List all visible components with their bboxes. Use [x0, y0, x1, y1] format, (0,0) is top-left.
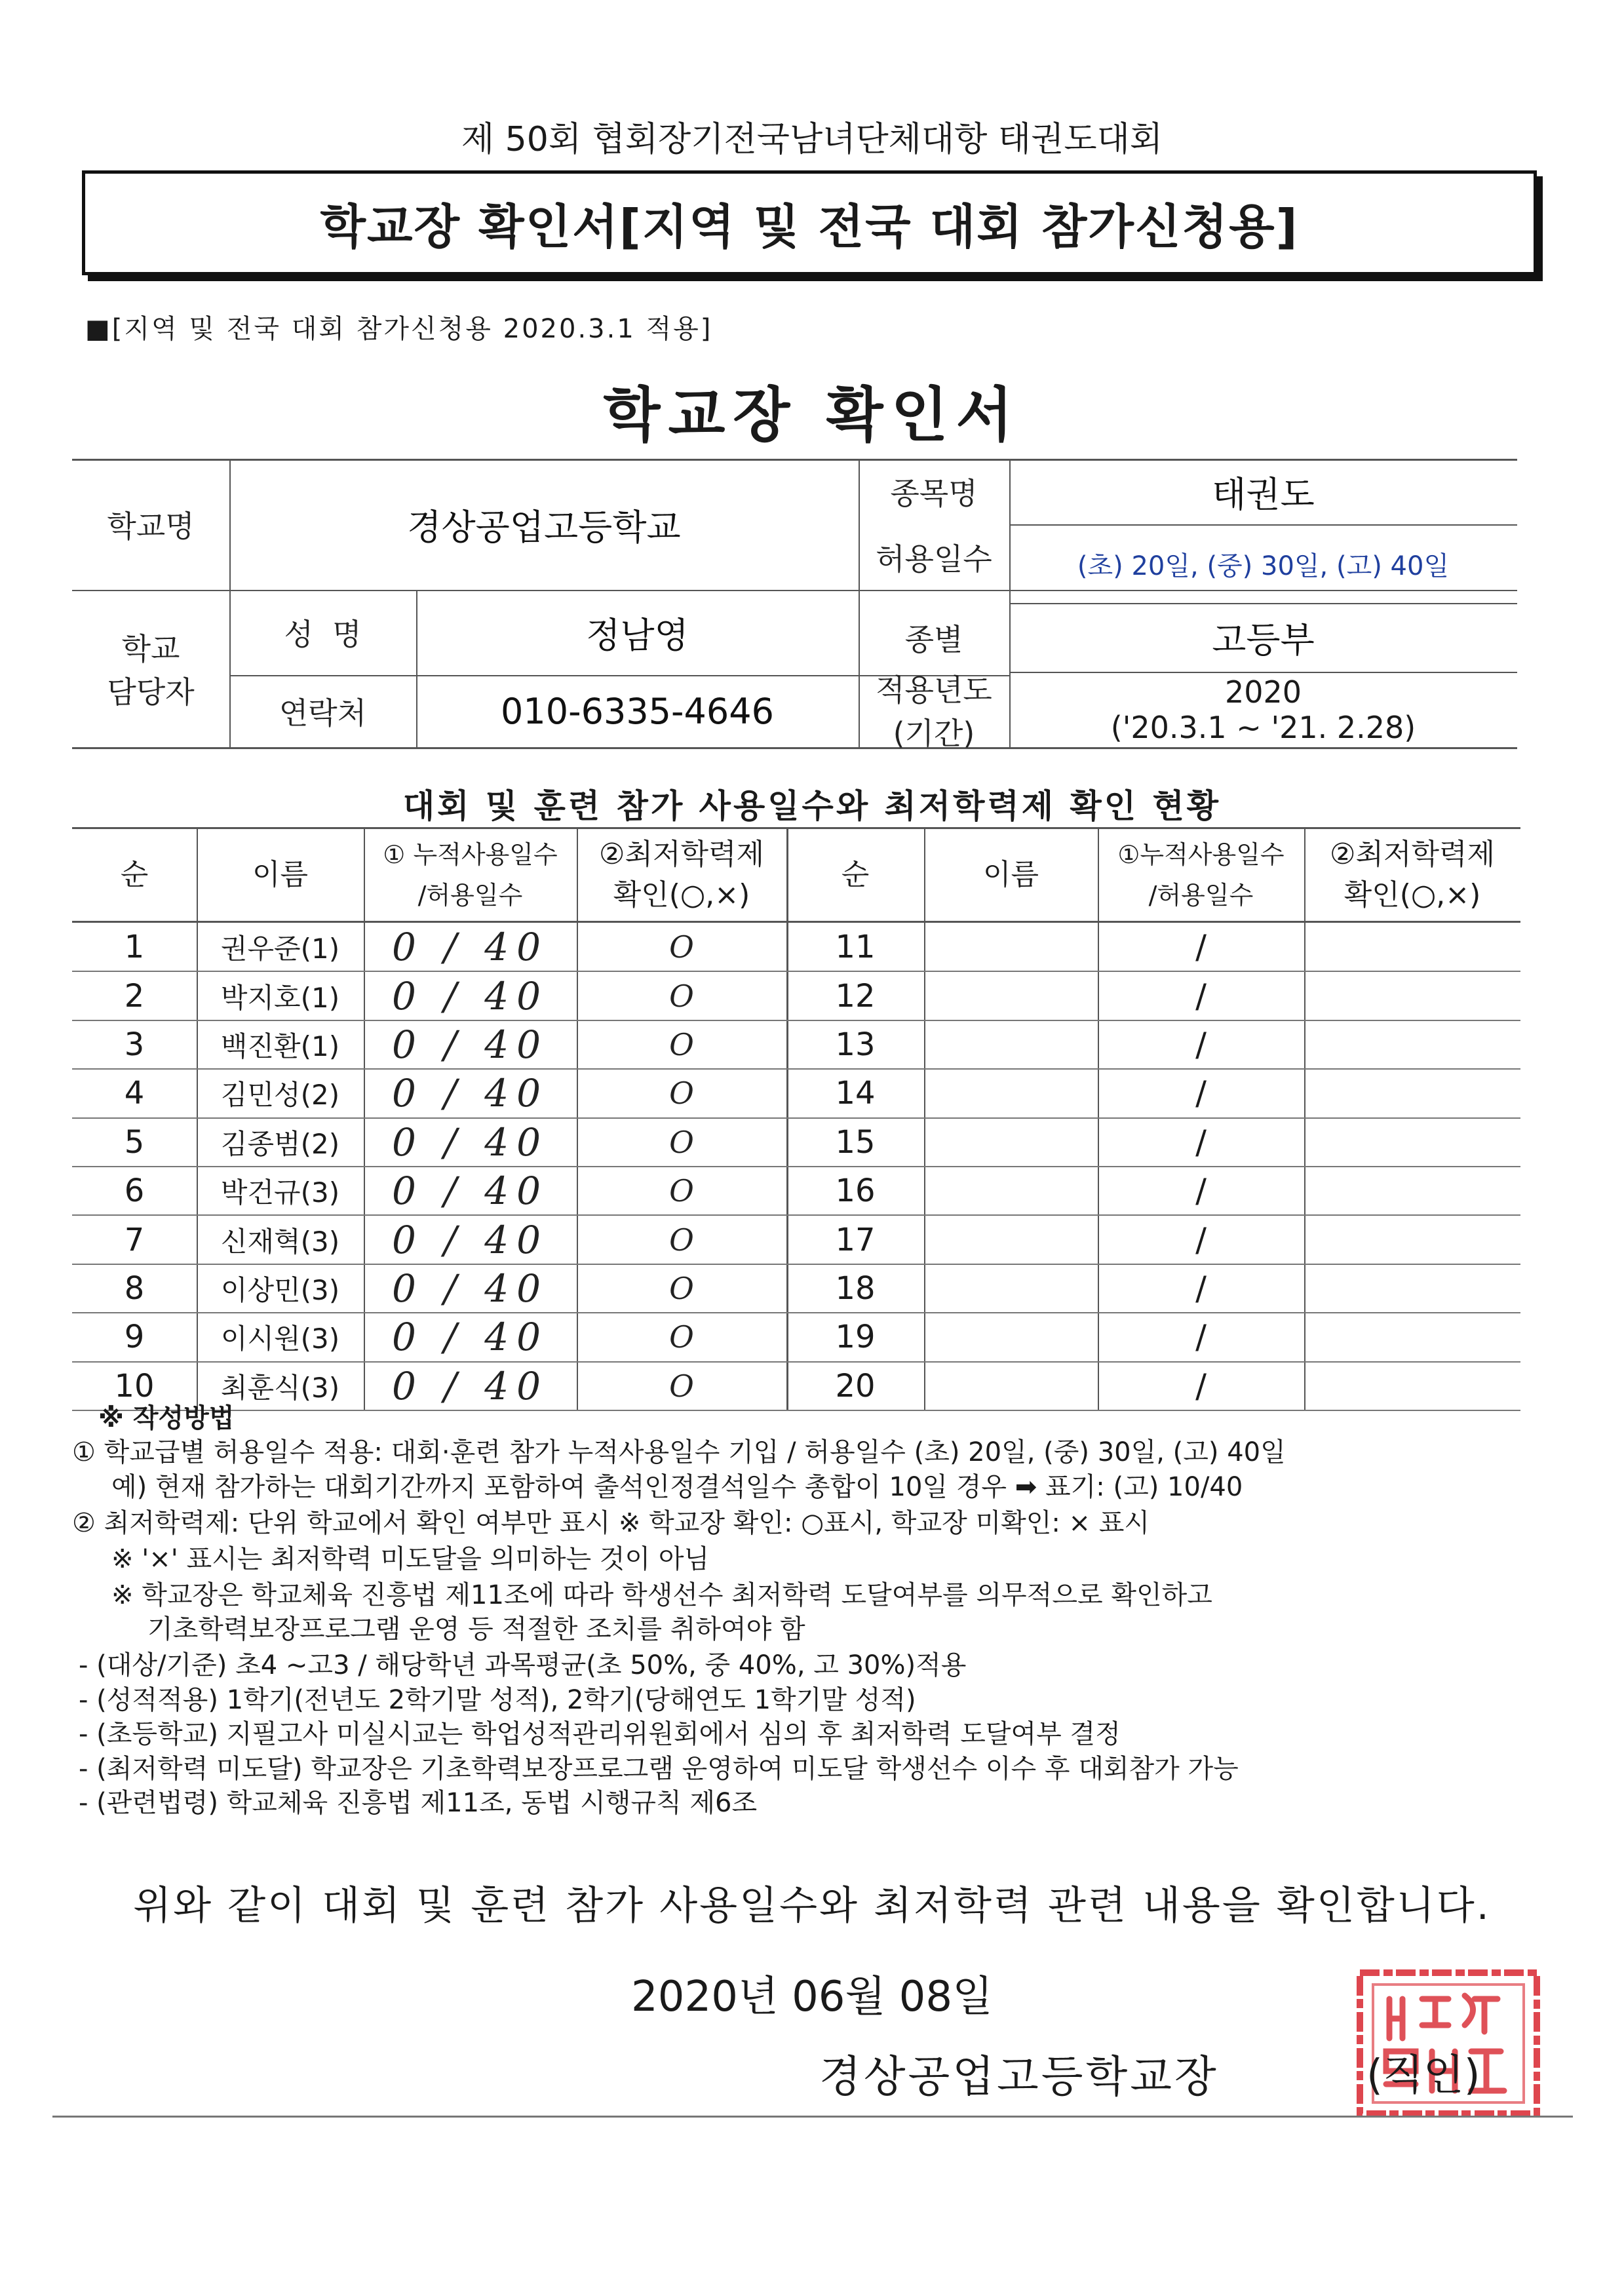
days-used: /: [1195, 1269, 1207, 1308]
row-number: 2: [124, 977, 145, 1015]
school-label: 학교명: [107, 509, 195, 544]
note-line: - (관련법령) 학교체육 진흥법 제11조, 동법 시행규칙 제6조: [79, 1788, 758, 1818]
days-used: /: [1195, 977, 1207, 1015]
row-number: 6: [124, 1172, 145, 1210]
header-name-right: 이름: [982, 858, 1039, 891]
year-value-line1: 2020: [1224, 674, 1302, 710]
row-number: 8: [124, 1269, 145, 1307]
student-name: 신재혁(3): [220, 1225, 340, 1258]
allowed-days-label: 허용일수: [876, 541, 992, 577]
student-name: 이상민(3): [220, 1273, 340, 1306]
grade-check: O: [669, 1173, 694, 1209]
days-used: /: [1195, 1074, 1207, 1113]
row-number: 14: [835, 1075, 876, 1112]
student-name: 김민성(2): [220, 1079, 340, 1112]
student-name: 권우준(1): [220, 933, 340, 965]
year-label: [859, 672, 1009, 751]
manager-name-value: 정남영: [586, 614, 689, 656]
row-number: 4: [124, 1075, 145, 1112]
application-notice: ■[지역 및 전국 대회 참가신청용 2020.3.1 적용]: [85, 314, 713, 344]
row-number: 18: [835, 1269, 876, 1307]
header-days-line1: ① 누적사용일수: [383, 840, 558, 869]
row-number: 1: [124, 929, 145, 966]
row-number: 20: [835, 1367, 876, 1405]
grade-check: O: [669, 1319, 694, 1355]
header-days-right-line2: /허용일수: [1148, 881, 1254, 910]
grade-check: O: [669, 1075, 694, 1112]
note-line: ※ 학교장은 학교체육 진흥법 제11조에 따라 학생선수 최저학력 도달여부를 의무적으로 확인하고: [111, 1580, 1212, 1610]
allowed-days-value: (초) 20일, (중) 30일, (고) 40일: [1077, 551, 1450, 581]
school-value: 경상공업고등학교: [407, 506, 681, 548]
days-used: 0 / 40: [391, 1363, 549, 1408]
confirmation-statement: 위와 같이 대회 및 훈련 참가 사용일수와 최저학력 관련 내용을 확인합니다.: [133, 1883, 1491, 1929]
student-name: 김종범(2): [220, 1127, 340, 1160]
header-days-right: [1098, 829, 1304, 921]
document-title: 학교장 확인서[지역 및 전국 대회 참가신청용]: [320, 199, 1299, 254]
days-used: /: [1195, 1025, 1207, 1064]
days-used: 0 / 40: [391, 973, 549, 1018]
year-value-line2: ('20.3.1 ~ '21. 2.28): [1110, 709, 1416, 745]
header-days-line2: /허용일수: [417, 881, 523, 910]
row-number: 19: [835, 1319, 876, 1356]
days-used: /: [1195, 928, 1207, 967]
student-name: 박건규(3): [220, 1176, 340, 1209]
note-line: 기초학력보장프로그램 운영 등 적절한 조치를 취하여야 함: [147, 1614, 805, 1644]
days-used: 0 / 40: [391, 925, 549, 970]
row-number: 9: [124, 1319, 145, 1356]
row-number: 3: [124, 1026, 145, 1063]
row-number: 7: [124, 1221, 145, 1258]
note-line: ① 학교급별 허용일수 적용: 대회·훈련 참가 누적사용일수 기입 / 허용일수 (초) 20일, (중) 30일, (고) 40일: [72, 1437, 1286, 1467]
header-name: 이름: [252, 858, 308, 891]
grade-check: O: [669, 1368, 694, 1404]
days-used: 0 / 40: [391, 1071, 549, 1116]
days-used: /: [1195, 1172, 1207, 1211]
row-number: 10: [114, 1367, 155, 1405]
grade-check: O: [669, 978, 694, 1014]
note-line: - (최저학력 미도달) 학교장은 기초학력보장프로그램 운영하여 미도달 학생선수 이수 후 대회참가 가능: [79, 1754, 1239, 1784]
header-grade-line2: 확인(○,×): [613, 878, 750, 912]
document-date: 2020년 06월 08일: [631, 1973, 993, 2021]
header-days: [364, 829, 577, 921]
grade-check: O: [669, 1270, 694, 1306]
note-line: - (초등학교) 지필고사 미실시교는 학업성적관리위원회에서 심의 후 최저학력 도달여부 결정: [79, 1719, 1121, 1749]
grade-check: O: [669, 1222, 694, 1258]
category-value: 고등부: [1212, 619, 1315, 661]
bottom-divider: [52, 2116, 1573, 2118]
row-number: 12: [835, 977, 876, 1015]
days-used: 0 / 40: [391, 1119, 549, 1165]
main-title: 학교장 확인서: [603, 381, 1021, 450]
grade-check: O: [669, 1026, 694, 1062]
row-number: 15: [835, 1123, 876, 1161]
days-used: 0 / 40: [391, 1022, 549, 1067]
days-used: 0 / 40: [391, 1266, 549, 1311]
note-line: - (대상/기준) 초4 ~고3 / 해당학년 과목평균(초 50%, 중 40%, 고 30%)적용: [79, 1650, 967, 1680]
seal-label: (직인): [1366, 2051, 1480, 2100]
row-number: 17: [835, 1221, 876, 1258]
row-number: 5: [124, 1123, 145, 1161]
student-name: 백진환(1): [220, 1030, 340, 1062]
note-line: 예) 현재 참가하는 대회기간까지 포함하여 출석인정결석일수 총합이 10일 경우 ➡ 표기: (고) 10/40: [111, 1472, 1243, 1502]
manager-label-line2: 담당자: [107, 674, 195, 710]
note-line: - (성적적용) 1학기(전년도 2학기말 성적), 2학기(당해연도 1학기말 성적): [79, 1685, 916, 1715]
event-label: 종목명: [890, 476, 978, 511]
days-used: 0 / 40: [391, 1217, 549, 1262]
manager-label-line1: 학교: [121, 631, 180, 667]
year-value: [1009, 672, 1517, 747]
header-days-right-line1: ①누적사용일수: [1117, 840, 1285, 869]
header-grade: [577, 829, 786, 921]
document-title-box: [82, 170, 1537, 275]
grade-check: O: [669, 1124, 694, 1160]
header-grade-line1: ②최저학력제: [599, 838, 764, 871]
note-line: ※ 작성방법: [98, 1403, 235, 1433]
section-title: 대회 및 훈련 참가 사용일수와 최저학력제 확인 현황: [402, 787, 1222, 825]
student-name: 최훈식(3): [220, 1371, 340, 1404]
days-used: /: [1195, 1318, 1207, 1357]
principal-title: 경상공업고등학교장: [819, 2051, 1219, 2102]
days-used: /: [1195, 1220, 1207, 1259]
header-seq: 순: [120, 858, 149, 891]
name-label: 성 명: [284, 617, 362, 652]
manager-label: [72, 590, 229, 747]
days-used: /: [1195, 1366, 1207, 1405]
header-grade-right-line2: 확인(○,×): [1344, 878, 1481, 912]
grade-check: O: [669, 929, 694, 965]
note-line: ※ '×' 표시는 최저학력 미도달을 의미하는 것이 아님: [111, 1544, 710, 1574]
competition-title: 제 50회 협회장기전국남녀단체대항 태권도대회: [461, 120, 1163, 159]
days-used: /: [1195, 1123, 1207, 1161]
header-grade-right: [1304, 829, 1520, 921]
event-value: 태권도: [1212, 473, 1315, 515]
contact-value: 010-6335-4646: [501, 690, 774, 732]
row-number: 11: [835, 929, 876, 966]
student-name: 박지호(1): [220, 981, 340, 1014]
contact-label: 연락처: [279, 695, 367, 731]
days-used: 0 / 40: [391, 1169, 549, 1214]
note-line: ② 최저학력제: 단위 학교에서 확인 여부만 표시 ※ 학교장 확인: ○표시, 학교장 미확인: × 표시: [72, 1508, 1150, 1538]
days-used: 0 / 40: [391, 1315, 549, 1360]
header-seq-right: 순: [841, 858, 870, 891]
year-label-line1: 적용년도: [876, 672, 992, 708]
row-number: 13: [835, 1026, 876, 1063]
header-grade-right-line1: ②최저학력제: [1330, 838, 1495, 871]
year-label-line2: (기간): [893, 715, 975, 751]
student-name: 이시원(3): [220, 1323, 340, 1355]
category-label: 종별: [904, 621, 963, 657]
row-number: 16: [835, 1172, 876, 1210]
